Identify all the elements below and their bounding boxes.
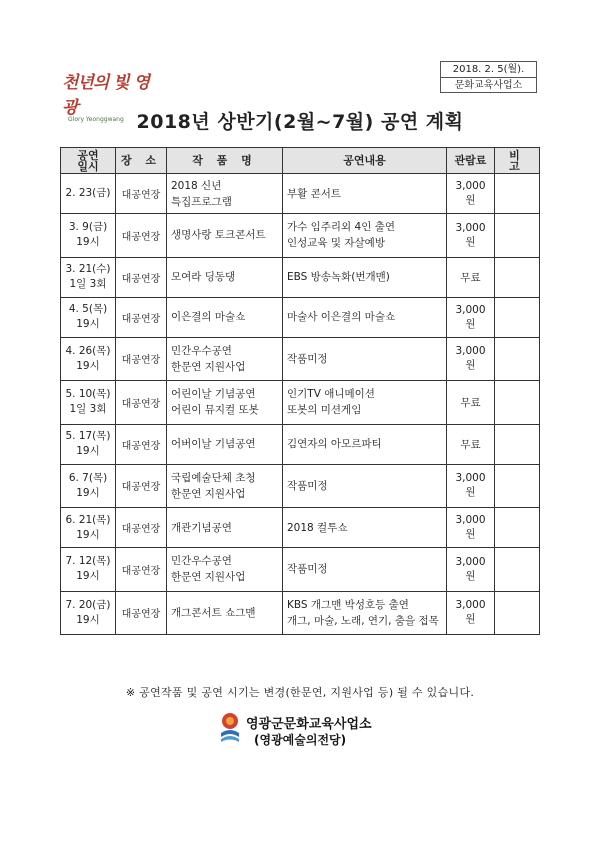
cell-note <box>495 424 540 464</box>
document-date: 2018. 2. 5(월). <box>452 64 525 75</box>
cell-fee: 3,000원 <box>447 174 495 214</box>
cell-note <box>495 508 540 548</box>
column-header-content: 공연내용 <box>283 148 447 174</box>
cell-note <box>495 548 540 592</box>
cell-date: 3. 21(수) 1일 3회 <box>61 257 116 297</box>
cell-date: 6. 21(목) 19시 <box>61 508 116 548</box>
column-header-date <box>61 148 116 174</box>
table-row <box>61 381 540 425</box>
table-row <box>61 214 540 258</box>
organization-signature <box>218 711 418 751</box>
cell-title: 민간우수공연 한문연 지원사업 <box>167 548 283 592</box>
table-row <box>61 508 540 548</box>
cell-title: 어린이날 기념공연 어린이 뮤지컬 또봇 <box>167 381 283 425</box>
cell-fee: 3,000원 <box>447 214 495 258</box>
cell-note <box>495 381 540 425</box>
column-header-title: 작 품 명 <box>167 148 283 174</box>
cell-venue: 대공연장 <box>116 508 167 548</box>
table-row <box>61 591 540 635</box>
table-row <box>61 174 540 214</box>
cell-venue: 대공연장 <box>116 548 167 592</box>
cell-venue: 대공연장 <box>116 257 167 297</box>
cell-venue: 대공연장 <box>116 381 167 425</box>
cell-content: 작품미정 <box>283 337 447 381</box>
cell-venue: 대공연장 <box>116 424 167 464</box>
cell-fee: 3,000원 <box>447 297 495 337</box>
cell-title: 생명사랑 토크콘서트 <box>167 214 283 258</box>
table-row <box>61 548 540 592</box>
cell-venue: 대공연장 <box>116 174 167 214</box>
cell-venue: 대공연장 <box>116 591 167 635</box>
cell-note <box>495 174 540 214</box>
footnote: ※ 공연작품 및 공연 시기는 변경(한문연, 지원사업 등) 될 수 있습니다. <box>125 686 475 699</box>
cell-fee: 무료 <box>447 257 495 297</box>
cell-fee: 3,000원 <box>447 464 495 508</box>
table-body <box>61 174 540 635</box>
cell-title: 개관기념공연 <box>167 508 283 548</box>
cell-fee: 3,000원 <box>447 337 495 381</box>
document-info-box <box>440 61 537 93</box>
cell-content: 작품미정 <box>283 548 447 592</box>
cell-date: 3. 9(금) 19시 <box>61 214 116 258</box>
cell-note <box>495 464 540 508</box>
cell-note <box>495 591 540 635</box>
column-header-date-text: 공연 일시 <box>77 148 99 173</box>
cell-venue: 대공연장 <box>116 464 167 508</box>
cell-date: 4. 5(목) 19시 <box>61 297 116 337</box>
cell-content: 인기TV 애니메이션 또봇의 미션게임 <box>283 381 447 425</box>
cell-date: 4. 26(목) 19시 <box>61 337 116 381</box>
cell-content: 김연자의 아모르파티 <box>283 424 447 464</box>
cell-fee: 무료 <box>447 381 495 425</box>
cell-note <box>495 297 540 337</box>
column-header-note: 비 고 <box>495 148 540 174</box>
cell-title: 민간우수공연 한문연 지원사업 <box>167 337 283 381</box>
cell-title: 모여라 딩동댕 <box>167 257 283 297</box>
page-title: 2018년 상반기(2월~7월) 공연 계획 <box>136 111 464 133</box>
cell-fee: 무료 <box>447 424 495 464</box>
cell-content: EBS 방송녹화(번개맨) <box>283 257 447 297</box>
column-header-fee: 관람료 <box>447 148 495 174</box>
table-row <box>61 297 540 337</box>
table-row <box>61 424 540 464</box>
cell-title: 2018 신년 특집프로그램 <box>167 174 283 214</box>
organization-emblem-icon <box>218 711 242 747</box>
logo-subtext: Glory Yeonggwang <box>68 116 124 123</box>
document-department: 문화교육사업소 <box>441 77 536 93</box>
cell-title: 이은결의 마술쇼 <box>167 297 283 337</box>
cell-content: 마술사 이은결의 마술쇼 <box>283 297 447 337</box>
organization-subtitle: (영광예술의전당) <box>254 733 347 747</box>
cell-content: 가수 임주리외 4인 출연 인성교육 및 자살예방 <box>283 214 447 258</box>
cell-date: 7. 12(목) 19시 <box>61 548 116 592</box>
cell-note <box>495 214 540 258</box>
table-header-row <box>61 148 540 174</box>
cell-date: 5. 17(목) 19시 <box>61 424 116 464</box>
cell-fee: 3,000원 <box>447 508 495 548</box>
cell-title: 국립예술단체 초청 한문연 지원사업 <box>167 464 283 508</box>
table-row <box>61 464 540 508</box>
cell-note <box>495 257 540 297</box>
cell-content: KBS 개그맨 박성호등 출연 개그, 마술, 노래, 연기, 춤을 접목 <box>283 591 447 635</box>
cell-note <box>495 337 540 381</box>
cell-date: 7. 20(금) 19시 <box>61 591 116 635</box>
cell-venue: 대공연장 <box>116 297 167 337</box>
cell-date: 2. 23(금) <box>61 174 116 214</box>
cell-content: 2018 컬투쇼 <box>283 508 447 548</box>
cell-title: 개그콘서트 쇼그맨 <box>167 591 283 635</box>
cell-date: 6. 7(목) 19시 <box>61 464 116 508</box>
cell-title: 어버이날 기념공연 <box>167 424 283 464</box>
county-logo <box>62 68 162 123</box>
table-row <box>61 337 540 381</box>
logo-text: 천년의 빛 영광 <box>62 73 149 118</box>
organization-name: 영광군문화교육사업소 <box>246 717 372 732</box>
cell-fee: 3,000원 <box>447 548 495 592</box>
cell-date: 5. 10(목) 1일 3회 <box>61 381 116 425</box>
cell-venue: 대공연장 <box>116 214 167 258</box>
performance-schedule-table <box>60 147 540 635</box>
cell-fee: 3,000원 <box>447 591 495 635</box>
cell-content: 작품미정 <box>283 464 447 508</box>
column-header-venue: 장 소 <box>116 148 167 174</box>
cell-venue: 대공연장 <box>116 337 167 381</box>
cell-content: 부활 콘서트 <box>283 174 447 214</box>
table-row <box>61 257 540 297</box>
